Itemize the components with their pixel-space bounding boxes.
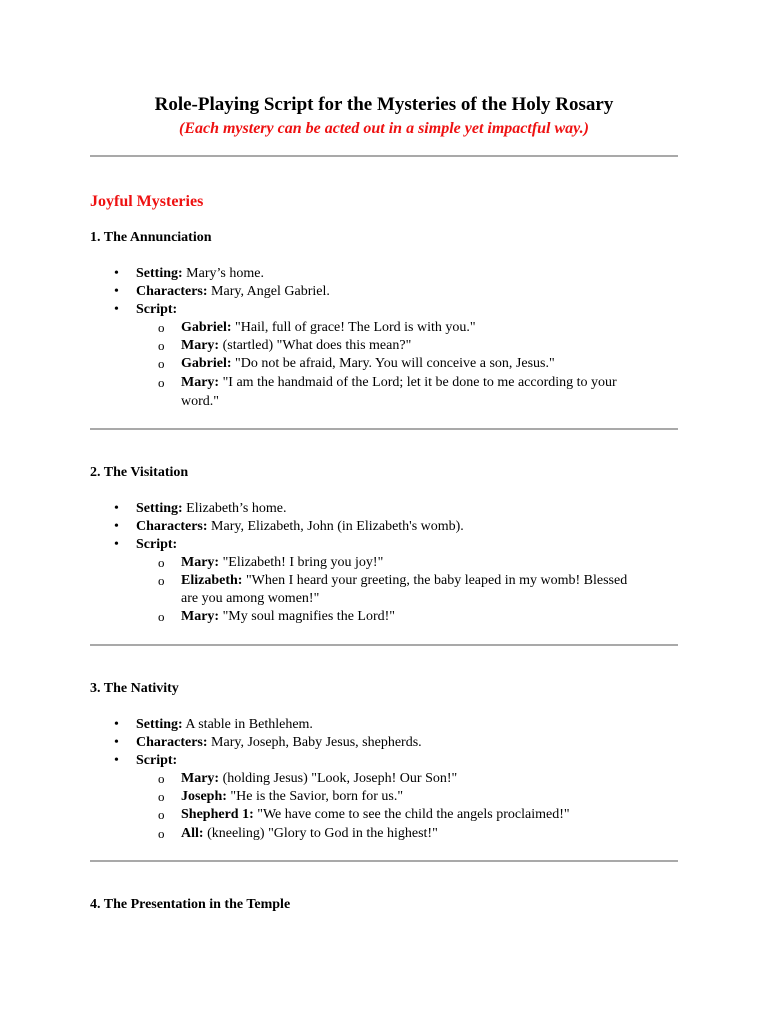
sub-bullet: o <box>158 609 165 624</box>
speaker: Gabriel: <box>181 356 232 371</box>
speaker: Mary: <box>181 771 220 786</box>
setting-label: Setting: <box>136 717 183 732</box>
divider <box>90 644 678 646</box>
sub-bullet: o <box>158 356 165 371</box>
dialogue-text: "Elizabeth! I bring you joy!" <box>219 555 384 570</box>
dialogue-line <box>181 608 395 626</box>
sub-bullet: o <box>158 573 165 588</box>
setting-value: A stable in Bethlehem. <box>182 717 313 732</box>
dialogue-text: (kneeling) "Glory to God in the highest!" <box>203 826 438 841</box>
speaker: Mary: <box>181 609 220 624</box>
script-label: Script: <box>136 753 178 768</box>
speaker: Mary: <box>181 338 220 353</box>
sub-bullet: o <box>158 555 165 570</box>
mystery-heading-visitation: 2. The Visitation <box>90 465 189 480</box>
bullet: • <box>114 284 119 299</box>
dialogue-continuation: are you among women!" <box>181 591 320 606</box>
dialogue-text: "Do not be afraid, Mary. You will conceive a son, Jesus." <box>231 356 555 371</box>
characters-line <box>136 518 464 536</box>
sub-bullet: o <box>158 375 165 390</box>
characters-label: Characters: <box>136 735 208 750</box>
dialogue-text: (holding Jesus) "Look, Joseph! Our Son!" <box>219 771 458 786</box>
mystery-heading-presentation: 4. The Presentation in the Temple <box>90 897 291 912</box>
dialogue-line <box>181 572 627 590</box>
bullet: • <box>114 735 119 750</box>
dialogue-line <box>181 825 438 843</box>
bullet: • <box>114 537 119 552</box>
dialogue-text: "When I heard your greeting, the baby leaped in my womb! Blessed <box>242 573 628 588</box>
divider <box>90 860 678 862</box>
sub-bullet: o <box>158 338 165 353</box>
characters-value: Mary, Angel Gabriel. <box>207 284 330 299</box>
dialogue-line <box>181 337 411 355</box>
setting-label: Setting: <box>136 501 183 516</box>
dialogue-text: "He is the Savior, born for us." <box>226 789 404 804</box>
setting-line <box>136 500 286 518</box>
mystery-heading-annunciation: 1. The Annunciation <box>90 230 212 245</box>
dialogue-line <box>181 554 383 572</box>
setting-line <box>136 265 264 283</box>
sub-bullet: o <box>158 771 165 786</box>
speaker: Mary: <box>181 555 220 570</box>
divider <box>90 155 678 157</box>
sub-bullet: o <box>158 789 165 804</box>
sub-bullet: o <box>158 320 165 335</box>
bullet: • <box>114 501 119 516</box>
characters-line <box>136 734 422 752</box>
characters-line <box>136 283 330 301</box>
dialogue-line <box>181 806 570 824</box>
speaker: Shepherd 1: <box>181 807 254 822</box>
dialogue-line <box>181 788 403 806</box>
section-heading-joyful: Joyful Mysteries <box>90 193 204 210</box>
bullet: • <box>114 753 119 768</box>
sub-bullet: o <box>158 807 165 822</box>
characters-value: Mary, Elizabeth, John (in Elizabeth's womb). <box>207 519 464 534</box>
setting-label: Setting: <box>136 266 183 281</box>
dialogue-line <box>181 355 555 373</box>
dialogue-line <box>181 374 617 392</box>
speaker: Gabriel: <box>181 320 232 335</box>
speaker: Elizabeth: <box>181 573 243 588</box>
bullet: • <box>114 302 119 317</box>
bullet: • <box>114 717 119 732</box>
dialogue-line <box>181 319 476 337</box>
divider <box>90 428 678 430</box>
mystery-heading-nativity: 3. The Nativity <box>90 681 179 696</box>
bullet: • <box>114 266 119 281</box>
script-line <box>136 301 177 319</box>
setting-value: Elizabeth’s home. <box>182 501 287 516</box>
setting-line <box>136 716 313 734</box>
document-subtitle: (Each mystery can be acted out in a simple yet impactful way.) <box>178 120 589 137</box>
script-label: Script: <box>136 537 178 552</box>
script-line <box>136 536 177 554</box>
script-label: Script: <box>136 302 178 317</box>
speaker: Joseph: <box>181 789 227 804</box>
bullet: • <box>114 519 119 534</box>
script-line <box>136 752 177 770</box>
dialogue-text: (startled) "What does this mean?" <box>219 338 412 353</box>
speaker: Mary: <box>181 375 220 390</box>
characters-value: Mary, Joseph, Baby Jesus, shepherds. <box>207 735 422 750</box>
characters-label: Characters: <box>136 519 208 534</box>
speaker: All: <box>181 826 204 841</box>
dialogue-line <box>181 770 457 788</box>
dialogue-continuation: word." <box>181 394 219 409</box>
dialogue-text: "My soul magnifies the Lord!" <box>219 609 395 624</box>
characters-label: Characters: <box>136 284 208 299</box>
setting-value: Mary’s home. <box>182 266 264 281</box>
dialogue-text: "Hail, full of grace! The Lord is with you." <box>231 320 476 335</box>
sub-bullet: o <box>158 826 165 841</box>
dialogue-text: "We have come to see the child the angels proclaimed!" <box>253 807 570 822</box>
document-title: Role-Playing Script for the Mysteries of the Holy Rosary <box>154 94 614 115</box>
dialogue-text: "I am the handmaid of the Lord; let it be done to me according to your <box>219 375 617 390</box>
